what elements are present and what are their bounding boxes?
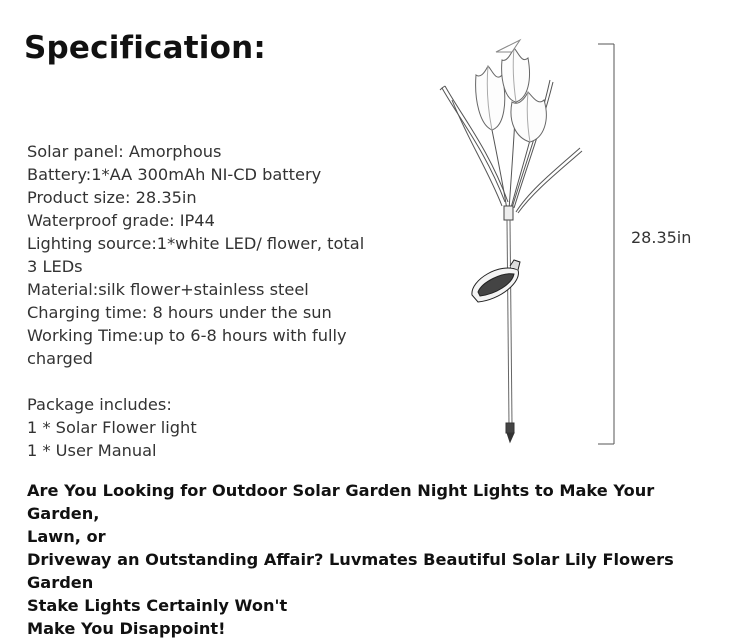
headline-line-4: Stake Lights Certainly Won't (27, 596, 288, 615)
spec-list (27, 140, 387, 462)
spec-waterproof: Waterproof grade: IP44 (27, 211, 215, 230)
dimension-label: 28.35in (631, 228, 692, 247)
spec-solar-panel: Solar panel: Amorphous (27, 142, 222, 161)
spec-working-time-cont: charged (27, 349, 93, 368)
spec-lighting-source: Lighting source:1*white LED/ flower, total (27, 234, 365, 253)
page-title: Specification: (24, 30, 266, 66)
package-item-light: 1 * Solar Flower light (27, 418, 197, 437)
solar-panel-icon (472, 260, 520, 302)
product-illustration (430, 30, 630, 450)
tulip-left-icon (476, 66, 505, 130)
stake-icon (504, 206, 514, 442)
dimension-bracket (598, 44, 614, 444)
marketing-headline (27, 479, 727, 640)
headline-line-1: Are You Looking for Outdoor Solar Garden Night Lights to Make Your Garden, (27, 481, 655, 523)
package-item-manual: 1 * User Manual (27, 441, 157, 460)
spec-lighting-source-cont: 3 LEDs (27, 257, 83, 276)
spec-charging-time: Charging time: 8 hours under the sun (27, 303, 332, 322)
spec-working-time: Working Time:up to 6-8 hours with fully (27, 326, 347, 345)
headline-line-3: Driveway an Outstanding Affair? Luvmates Beautiful Solar Lily Flowers Garden (27, 550, 674, 592)
headline-line-2: Lawn, or (27, 527, 106, 546)
headline-line-5: Make You Disappoint! (27, 619, 226, 638)
spec-material: Material:silk flower+stainless steel (27, 280, 309, 299)
spec-battery: Battery:1*AA 300mAh NI-CD battery (27, 165, 322, 184)
spec-product-size: Product size: 28.35in (27, 188, 197, 207)
package-heading: Package includes: (27, 395, 172, 414)
